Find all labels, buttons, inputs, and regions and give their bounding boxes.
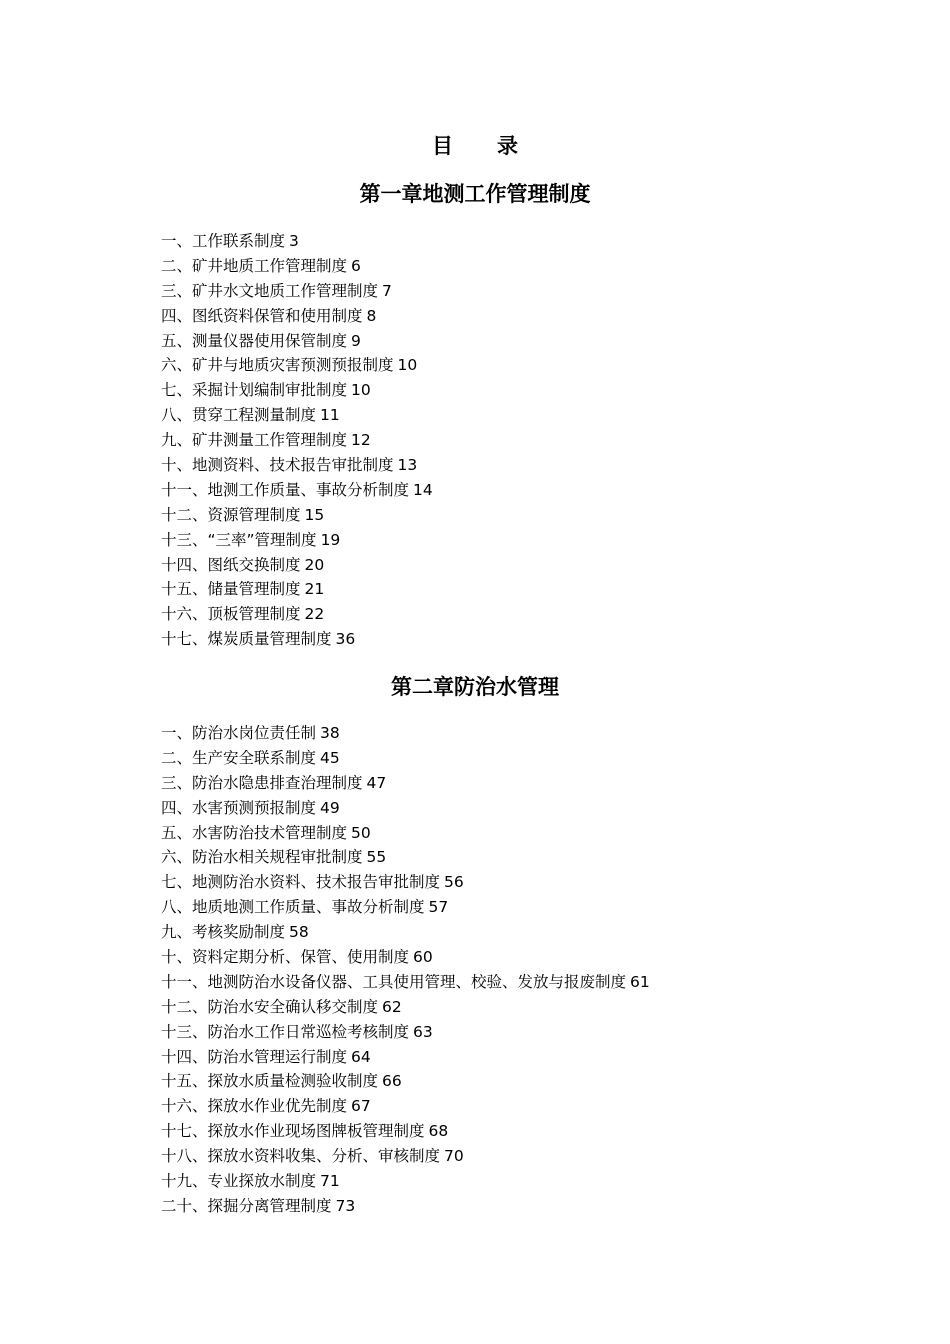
toc-entry-label: 十三、“三率”管理制度 (161, 530, 317, 549)
toc-entry-label: 十四、防治水管理运行制度 (161, 1047, 348, 1066)
toc-entry[interactable] (161, 721, 650, 746)
toc-entry-label: 十六、顶板管理制度 (161, 605, 301, 624)
toc-entry[interactable] (161, 229, 433, 254)
toc-entry-page-number: 62 (382, 997, 402, 1016)
toc-entry-page-number: 70 (444, 1147, 464, 1166)
toc-entry[interactable] (161, 1045, 650, 1070)
toc-entry[interactable] (161, 428, 433, 453)
toc-entry[interactable] (161, 821, 650, 846)
toc-entry-page-number: 38 (320, 724, 340, 742)
toc-entry-label: 十八、探放水资料收集、分析、审核制度 (161, 1147, 441, 1166)
toc-entry-label: 十、资料定期分析、保管、使用制度 (161, 948, 410, 967)
toc-entry-page-number: 19 (320, 530, 341, 549)
toc-entry-label: 十二、资源管理制度 (161, 505, 301, 524)
toc-entry-label: 十七、煤炭质量管理制度 (161, 630, 332, 649)
chapter-2-heading: 第二章防治水管理 (391, 675, 559, 699)
toc-entry[interactable] (161, 771, 650, 796)
toc-entry-label: 十六、探放水作业优先制度 (161, 1097, 348, 1116)
toc-entry-page-number: 13 (397, 456, 418, 475)
toc-entry-label: 十、地测资料、技术报告审批制度 (161, 456, 394, 475)
toc-entry-page-number: 73 (335, 1196, 356, 1215)
toc-entry-label: 九、矿井测量工作管理制度 (161, 431, 348, 450)
toc-entry-page-number: 67 (351, 1097, 371, 1116)
toc-entry-label: 六、防治水相关规程审批制度 (161, 848, 363, 867)
toc-entry[interactable] (161, 1094, 650, 1119)
toc-entry-page-number: 11 (320, 406, 340, 425)
toc-entry-page-number: 61 (630, 972, 650, 991)
toc-entry-label: 十五、储量管理制度 (161, 580, 301, 599)
toc-entry-label: 六、矿井与地质灾害预测预报制度 (161, 356, 394, 375)
toc-entry-page-number: 14 (413, 480, 433, 499)
toc-entry-page-number: 21 (304, 580, 325, 599)
toc-entry-label: 十七、探放水作业现场图牌板管理制度 (161, 1122, 425, 1141)
toc-entry-label: 五、测量仪器使用保管制度 (161, 331, 348, 350)
toc-entry-label: 十三、防治水工作日常巡检考核制度 (161, 1022, 410, 1041)
toc-entry-page-number: 47 (366, 773, 387, 792)
toc-entry-page-number: 6 (351, 256, 361, 275)
toc-entry-page-number: 71 (320, 1172, 340, 1191)
toc-entry[interactable] (161, 746, 650, 771)
toc-entry-page-number: 58 (289, 923, 309, 942)
toc-entry[interactable] (161, 970, 650, 995)
toc-entry-page-number: 45 (320, 748, 340, 767)
toc-entry[interactable] (161, 378, 433, 403)
toc-entry[interactable] (161, 453, 433, 478)
toc-entry[interactable] (161, 945, 650, 970)
toc-entry-label: 二、矿井地质工作管理制度 (161, 256, 348, 275)
toc-entry-page-number: 10 (351, 381, 371, 400)
toc-entry[interactable] (161, 478, 433, 503)
toc-entry-page-number: 10 (397, 356, 418, 375)
toc-entry-page-number: 64 (351, 1047, 371, 1066)
toc-entry-label: 七、采掘计划编制审批制度 (161, 381, 348, 400)
toc-entry[interactable] (161, 845, 650, 870)
chapter-1-heading: 第一章地测工作管理制度 (359, 182, 591, 206)
toc-entry[interactable] (161, 1119, 650, 1144)
toc-entry-label: 十一、地测工作质量、事故分析制度 (161, 480, 410, 499)
toc-entry[interactable] (161, 528, 433, 553)
toc-entry[interactable] (161, 503, 433, 528)
toc-entry-page-number: 36 (335, 630, 356, 649)
toc-entry-page-number: 63 (413, 1022, 433, 1041)
toc-entry-label: 三、矿井水文地质工作管理制度 (161, 281, 379, 300)
toc-entry[interactable] (161, 577, 433, 602)
toc-entry-label: 四、图纸资料保管和使用制度 (161, 306, 363, 325)
toc-entry[interactable] (161, 870, 650, 895)
toc-entry-page-number: 3 (289, 232, 299, 250)
toc-title (0, 131, 950, 161)
toc-entry-label: 八、贯穿工程测量制度 (161, 406, 317, 425)
toc-entry[interactable] (161, 304, 433, 329)
toc-entry-page-number: 57 (428, 898, 449, 917)
chapter-2-toc-list (161, 721, 650, 1219)
toc-entry-label: 十二、防治水安全确认移交制度 (161, 997, 379, 1016)
toc-entry-label: 一、防治水岗位责任制 (161, 724, 317, 742)
toc-entry[interactable] (161, 1020, 650, 1045)
toc-entry-label: 一、工作联系制度 (161, 232, 286, 250)
toc-entry-page-number: 66 (382, 1072, 402, 1091)
toc-entry[interactable] (161, 627, 433, 652)
toc-entry-page-number: 49 (320, 798, 340, 817)
toc-entry-page-number: 50 (351, 823, 371, 842)
toc-entry-label: 五、水害防治技术管理制度 (161, 823, 348, 842)
toc-entry-label: 十四、图纸交换制度 (161, 555, 301, 574)
toc-entry-page-number: 22 (304, 605, 325, 624)
toc-entry-page-number: 20 (304, 555, 325, 574)
toc-entry-page-number: 55 (366, 848, 387, 867)
toc-entry[interactable] (161, 602, 433, 627)
toc-entry[interactable] (161, 796, 650, 821)
toc-entry[interactable] (161, 995, 650, 1020)
toc-entry[interactable] (161, 329, 433, 354)
toc-entry-label: 九、考核奖励制度 (161, 923, 286, 942)
toc-entry-page-number: 7 (382, 281, 392, 300)
toc-entry-label: 十五、探放水质量检测验收制度 (161, 1072, 379, 1091)
toc-entry-page-number: 9 (351, 331, 361, 350)
toc-entry-page-number: 15 (304, 505, 325, 524)
toc-entry-label: 十一、地测防治水设备仪器、工具使用管理、校验、发放与报废制度 (161, 972, 627, 991)
toc-entry[interactable] (161, 279, 433, 304)
toc-entry[interactable] (161, 553, 433, 578)
toc-entry-label: 二、生产安全联系制度 (161, 748, 317, 767)
toc-entry[interactable] (161, 1069, 650, 1094)
toc-entry-page-number: 56 (444, 873, 464, 892)
toc-entry-label: 二十、探掘分离管理制度 (161, 1196, 332, 1215)
toc-entry[interactable] (161, 353, 433, 378)
toc-entry-page-number: 12 (351, 431, 371, 450)
toc-entry-label: 七、地测防治水资料、技术报告审批制度 (161, 873, 441, 892)
toc-entry[interactable] (161, 1194, 650, 1219)
toc-title-part2: 录 (497, 134, 518, 158)
toc-entry-label: 三、防治水隐患排查治理制度 (161, 773, 363, 792)
toc-title-part1: 目 (432, 134, 453, 158)
toc-entry[interactable] (161, 1169, 650, 1194)
toc-entry[interactable] (161, 920, 650, 945)
chapter-1-toc-list (161, 229, 433, 652)
toc-entry-label: 十九、专业探放水制度 (161, 1172, 317, 1191)
toc-entry-page-number: 68 (428, 1122, 449, 1141)
toc-entry[interactable] (161, 895, 650, 920)
toc-entry-label: 四、水害预测预报制度 (161, 798, 317, 817)
toc-entry-page-number: 8 (366, 306, 377, 325)
toc-entry[interactable] (161, 254, 433, 279)
toc-entry-label: 八、地质地测工作质量、事故分析制度 (161, 898, 425, 917)
toc-entry[interactable] (161, 1144, 650, 1169)
toc-entry[interactable] (161, 403, 433, 428)
toc-entry-page-number: 60 (413, 948, 433, 967)
